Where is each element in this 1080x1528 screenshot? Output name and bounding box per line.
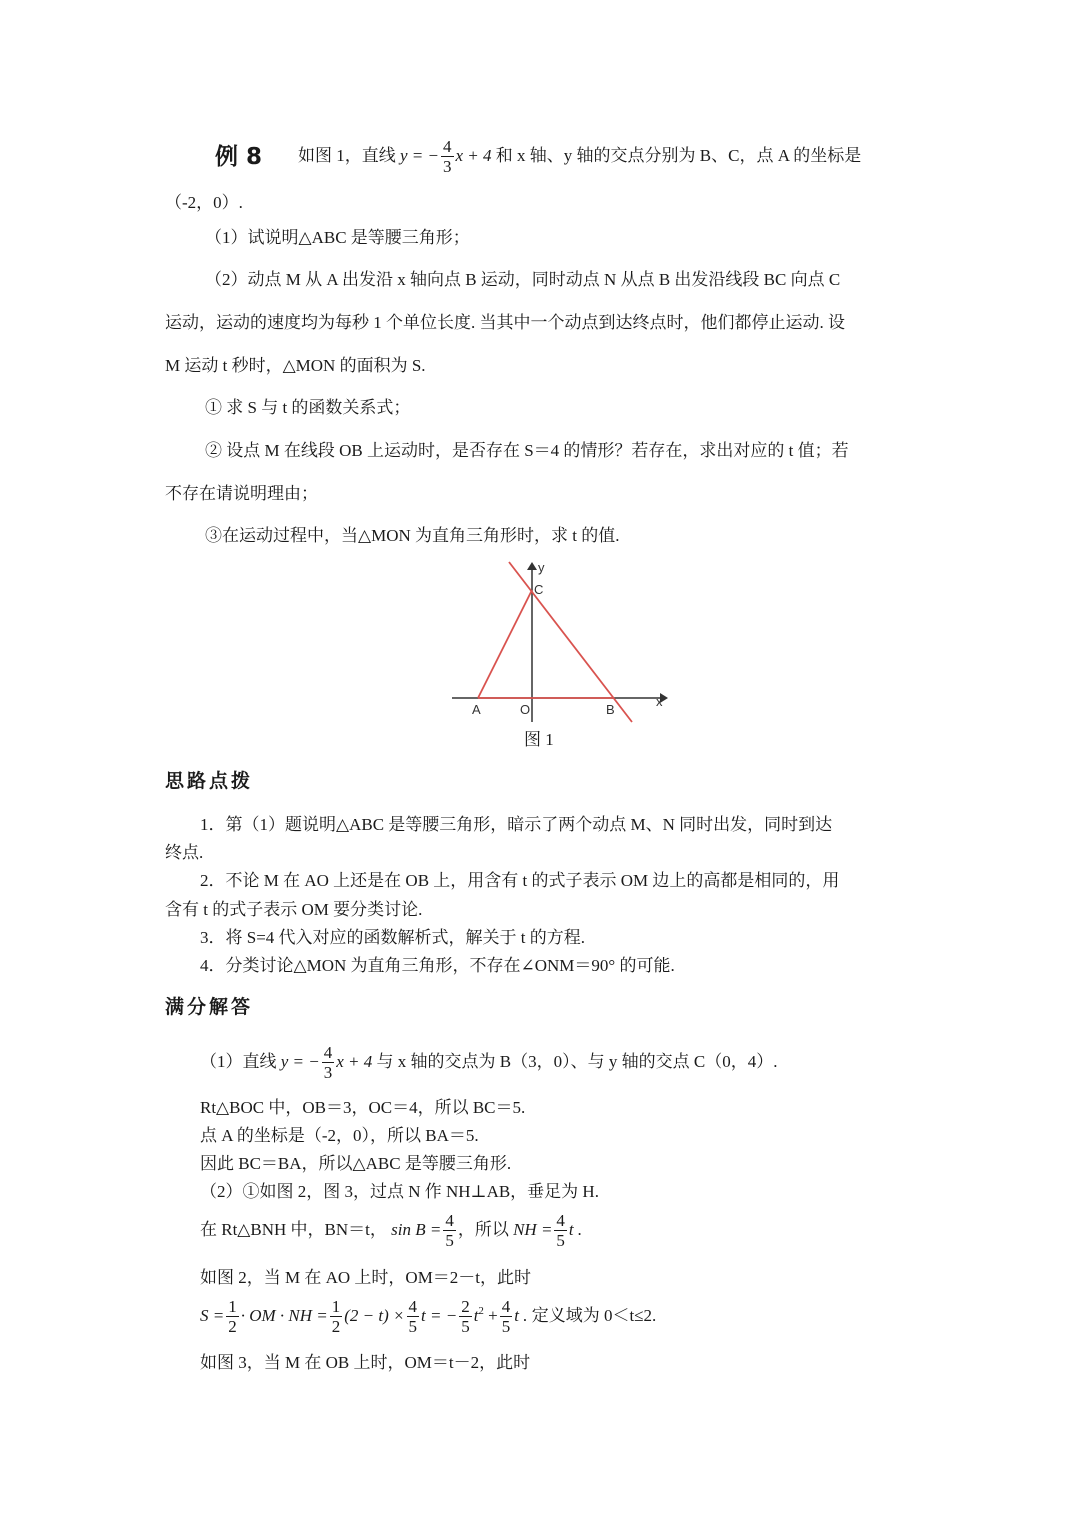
sub-question-2-line1: ② 设点 M 在线段 OB 上运动时，是否存在 S＝4 的情形？若存在，求出对应的 t 值；若 xyxy=(205,441,849,460)
figure-caption: 图 1 xyxy=(524,730,554,749)
solution-line-8 xyxy=(200,1298,656,1336)
solution-line-3: 点 A 的坐标是（-2，0），所以 BA＝5. xyxy=(200,1126,479,1145)
s8-a: · OM · NH = xyxy=(240,1305,328,1325)
sub-question-1: ① 求 S 与 t 的函数关系式； xyxy=(205,398,411,417)
s1-eq-lhs: y = − xyxy=(280,1051,320,1071)
s6-fraction-2: $\frac{4}{5}$ xyxy=(556,1211,565,1250)
example-title-line xyxy=(215,146,262,169)
question-2-line2: 运动，运动的速度均为每秒 1 个单位长度. 当其中一个动点到达终点时，他们都停止运动. 设 xyxy=(165,313,845,332)
intro-fraction: $\frac{4}{3}$ xyxy=(443,137,452,176)
s8-c: t = − xyxy=(421,1305,458,1325)
s6-mid: ，所以 xyxy=(457,1219,509,1239)
hint-4: 4．分类讨论△MON 为直角三角形，不存在∠ONM＝90° 的可能. xyxy=(200,956,675,975)
example-label: 例 8 xyxy=(215,144,263,170)
s8-d: t xyxy=(473,1305,479,1325)
solution-line-9: 如图 3，当 M 在 OB 上时，OM＝t－2，此时 xyxy=(200,1353,531,1372)
intro-line2: （-2，0）. xyxy=(165,193,243,212)
s8-frac-5: $\frac{4}{5}$ xyxy=(501,1297,511,1336)
label-A: A xyxy=(472,702,481,717)
s1-fraction: $\frac{4}{3}$ xyxy=(323,1043,333,1082)
label-y: y xyxy=(538,560,545,575)
solution-line-1 xyxy=(200,1044,777,1082)
s8-frac-3: $\frac{4}{5}$ xyxy=(408,1297,418,1336)
question-2-line1: （2）动点 M 从 A 出发沿 x 轴向点 B 运动，同时动点 N 从点 B 出发沿线段 BC 向点 C xyxy=(205,270,841,289)
hint-2-line1: 2．不论 M 在 AO 上还是在 OB 上，用含有 t 的式子表示 OM 边上的高都是相同的，用 xyxy=(200,871,840,890)
s1-pre: （1）直线 xyxy=(200,1051,277,1071)
s6-tail: t . xyxy=(568,1219,583,1239)
question-2-line3: M 运动 t 秒时，△MON 的面积为 S. xyxy=(165,356,426,375)
sub-question-3: ③在运动过程中，当△MON 为直角三角形时，求 t 的值. xyxy=(205,526,620,545)
question-1: （1）试说明△ABC 是等腰三角形； xyxy=(205,228,470,247)
label-x: x xyxy=(656,694,663,709)
solution-line-6 xyxy=(200,1212,582,1250)
line-AC xyxy=(478,590,532,698)
hint-1-line2: 终点. xyxy=(165,843,204,862)
intro-eq-lhs: y = − xyxy=(400,145,439,165)
label-O: O xyxy=(520,702,531,717)
s6-fraction-1: $\frac{4}{5}$ xyxy=(445,1211,454,1250)
y-axis-arrow xyxy=(527,562,537,570)
s8-square: 2 xyxy=(478,1305,484,1318)
sub-question-2-line2: 不存在请说明理由； xyxy=(165,484,318,503)
solution-line-4: 因此 BC＝BA，所以△ABC 是等腰三角形. xyxy=(200,1154,512,1173)
hint-2-line2: 含有 t 的式子表示 OM 要分类讨论. xyxy=(165,900,423,919)
s6-sin: sin B = xyxy=(391,1219,442,1239)
s6-pre: 在 Rt△BNH 中，BN＝t， xyxy=(200,1219,387,1239)
hints-heading: 思路点拨 xyxy=(165,770,254,792)
intro-text-post: 和 x 轴、y 轴的交点分别为 B、C，点 A 的坐标是 xyxy=(495,145,862,165)
s6-nh: NH = xyxy=(513,1219,553,1239)
s1-post: 与 x 轴的交点为 B（3，0）、与 y 轴的交点 C（0，4）. xyxy=(376,1051,778,1071)
s8-f: t . xyxy=(514,1305,528,1325)
intro-eq-rhs: x + 4 xyxy=(455,145,492,165)
s8-frac-2: $\frac{1}{2}$ xyxy=(331,1297,341,1336)
hint-3: 3．将 S=4 代入对应的函数解析式，解关于 t 的方程. xyxy=(200,928,586,947)
figure-1-diagram xyxy=(452,560,672,725)
label-B: B xyxy=(606,702,615,717)
hint-1-line1: 1．第（1）题说明△ABC 是等腰三角形，暗示了两个动点 M、N 同时出发，同时到达 xyxy=(200,815,833,834)
s8-S: S = xyxy=(200,1305,225,1325)
s8-e: + xyxy=(483,1305,498,1325)
s8-domain: 定义域为 0＜t≤2. xyxy=(531,1305,657,1325)
label-C: C xyxy=(534,582,544,597)
solution-heading: 满分解答 xyxy=(165,996,254,1018)
intro-text-pre: 如图 1，直线 xyxy=(298,145,396,165)
s8-b: (2 − t) × xyxy=(344,1305,405,1325)
example-intro xyxy=(298,138,861,176)
solution-line-2: Rt△BOC 中，OB＝3，OC＝4，所以 BC＝5. xyxy=(200,1098,526,1117)
solution-line-7: 如图 2，当 M 在 AO 上时，OM＝2－t，此时 xyxy=(200,1268,532,1287)
s8-frac-1: $\frac{1}{2}$ xyxy=(228,1297,237,1336)
solution-line-5: （2）①如图 2，图 3，过点 N 作 NH⊥AB，垂足为 H. xyxy=(200,1182,599,1201)
s8-frac-4: $\frac{2}{5}$ xyxy=(461,1297,470,1336)
s1-eq-rhs: x + 4 xyxy=(336,1051,373,1071)
